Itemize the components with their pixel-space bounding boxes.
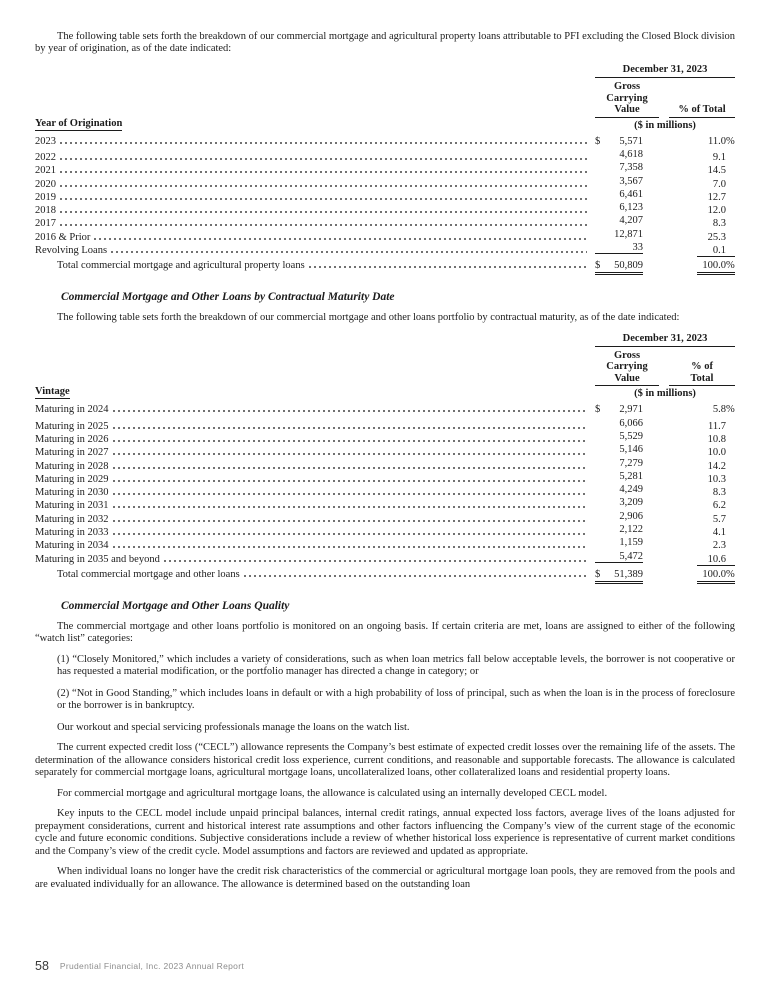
percent-wrap xyxy=(697,136,735,147)
row-label: Maturing in 2035 and beyond xyxy=(35,553,160,565)
row-label: Maturing in 2024 xyxy=(35,404,109,416)
percent-number: 100.0 xyxy=(702,260,726,272)
percent-cell xyxy=(671,179,735,190)
value-wrap xyxy=(595,229,643,240)
percent-number: 2.3 xyxy=(712,540,726,552)
table-row xyxy=(35,404,735,417)
table-row xyxy=(35,418,735,431)
value-number: 2,906 xyxy=(619,510,643,522)
value-number: 33 xyxy=(632,241,643,253)
percent-wrap xyxy=(697,232,735,243)
row-label: Revolving Loans xyxy=(35,244,108,256)
dot-leader xyxy=(113,506,588,508)
value-wrap xyxy=(595,471,643,482)
percent-number: 12.7 xyxy=(707,191,726,203)
percent-wrap xyxy=(697,165,735,176)
percent-number: 8.3 xyxy=(712,218,726,230)
dot-leader xyxy=(94,238,587,240)
row-label: Maturing in 2026 xyxy=(35,434,109,445)
percent-cell xyxy=(671,245,735,257)
percent-number: 4.1 xyxy=(712,527,726,539)
value-cell xyxy=(595,524,643,535)
percent-sign xyxy=(726,447,735,458)
percent-number: 25.3 xyxy=(707,231,726,243)
percent-cell xyxy=(671,136,735,147)
value-number: 1,159 xyxy=(619,537,643,549)
date-column-header: December 31, 2023 xyxy=(595,64,735,78)
percent-number: 12.0 xyxy=(707,205,726,217)
table-row xyxy=(35,136,735,149)
table-row xyxy=(35,444,735,457)
dot-leader xyxy=(113,480,588,482)
percent-number: 5.7 xyxy=(712,513,726,525)
percent-wrap xyxy=(697,152,735,163)
percent-number: 10.6 xyxy=(707,553,726,565)
percent-sign: % xyxy=(726,404,735,416)
table-row xyxy=(35,431,735,444)
row-label: 2020 xyxy=(35,178,56,190)
value-wrap xyxy=(595,497,643,508)
percent-number: 11.0 xyxy=(708,135,726,147)
value-cell xyxy=(595,189,643,200)
column-header-line: Carrying xyxy=(606,361,648,373)
value-wrap xyxy=(595,149,643,160)
percent-cell xyxy=(671,514,735,525)
percent-number: 7.0 xyxy=(712,178,726,190)
percent-sign xyxy=(726,540,735,551)
table-row xyxy=(35,524,735,537)
value-cell xyxy=(595,418,643,429)
paragraph: Our workout and special servicing professionals manage the loans on the watch list. xyxy=(57,721,410,733)
dot-leader xyxy=(60,158,587,160)
value-cell xyxy=(595,136,643,147)
row-label: 2016 & Prior xyxy=(35,231,91,243)
dot-leader xyxy=(164,560,587,562)
page-footer xyxy=(35,959,244,973)
percent-cell xyxy=(671,205,735,216)
currency-sign: $ xyxy=(595,568,601,580)
value-number: 6,461 xyxy=(619,188,643,200)
row-header-label: Year of Origination xyxy=(35,117,123,129)
table-row xyxy=(35,511,735,524)
dot-leader xyxy=(113,493,588,495)
value-cell xyxy=(595,149,643,160)
section-heading-quality: Commercial Mortgage and Other Loans Quality xyxy=(61,599,290,612)
percent-cell xyxy=(671,232,735,243)
percent-sign xyxy=(726,245,735,256)
pct-of-total-header xyxy=(669,104,735,118)
percent-sign xyxy=(726,514,735,525)
row-label: Maturing in 2033 xyxy=(35,527,109,539)
row-label: 2019 xyxy=(35,191,56,203)
percent-cell xyxy=(671,434,735,445)
value-cell xyxy=(595,176,643,187)
percent-cell xyxy=(671,218,735,229)
units-label: ($ in millions) xyxy=(634,119,696,131)
percent-number: 11.7 xyxy=(708,420,726,432)
paragraph: When individual loans no longer have the credit risk characteristics of the commercial or agricultural mortgage loan pools, they are removed from the pools and are evaluated individually for an allowance. The allowance is determined based on the outstanding loan xyxy=(35,866,735,890)
percent-cell xyxy=(671,527,735,538)
row-label: Total commercial mortgage and other loans xyxy=(57,568,240,580)
date-column-header: December 31, 2023 xyxy=(595,333,735,347)
table-row xyxy=(35,458,735,471)
percent-cell xyxy=(671,461,735,472)
origination-table xyxy=(35,64,735,276)
value-wrap xyxy=(595,537,643,548)
value-number: 6,066 xyxy=(619,417,643,429)
dot-leader xyxy=(111,251,587,253)
value-number: 2,971 xyxy=(619,404,643,416)
percent-sign xyxy=(726,165,735,176)
percent-sign xyxy=(726,500,735,511)
value-cell xyxy=(595,260,643,275)
dot-leader xyxy=(113,546,588,548)
percent-cell xyxy=(671,540,735,551)
table-header xyxy=(35,333,735,400)
percent-number: 14.2 xyxy=(707,460,726,472)
value-number: 4,207 xyxy=(619,215,643,227)
row-label: Maturing in 2025 xyxy=(35,420,109,432)
row-label: Maturing in 2028 xyxy=(35,460,109,472)
value-cell xyxy=(595,471,643,482)
value-wrap xyxy=(595,176,643,187)
value-number: 5,571 xyxy=(619,135,643,147)
gross-carrying-value-header xyxy=(595,81,659,118)
percent-sign xyxy=(726,232,735,243)
dot-leader xyxy=(113,427,588,429)
row-label: Maturing in 2030 xyxy=(35,487,109,499)
value-cell xyxy=(595,511,643,522)
pct-of-total-header xyxy=(669,361,735,386)
value-wrap xyxy=(595,242,643,254)
percent-wrap xyxy=(697,179,735,190)
row-header-label: Vintage xyxy=(35,386,70,398)
percent-sign: % xyxy=(726,568,735,580)
column-header-line: Gross xyxy=(613,349,641,361)
percent-cell xyxy=(671,487,735,498)
percent-number: 14.5 xyxy=(707,165,726,177)
value-cell xyxy=(595,444,643,455)
value-number: 5,529 xyxy=(619,431,643,442)
row-label: Maturing in 2027 xyxy=(35,447,109,459)
value-wrap xyxy=(595,162,643,173)
table-row xyxy=(35,471,735,484)
paragraph: The current expected credit loss (“CECL”) allowance represents the Company’s best estimate of expected credit losses over the remaining life of the assets. The determination of the allowance considers historical credit loss experience, current conditions, and reasonable and supportable forecasts. The allowance is calculated separately for commercial mortgage loans, agricultural mortgage loans, uncollateralized loans, other collateralized loans and residential property loans. xyxy=(35,742,735,779)
value-number: 4,618 xyxy=(619,148,643,160)
percent-wrap xyxy=(697,260,735,275)
value-wrap xyxy=(595,444,643,455)
percent-cell xyxy=(671,421,735,432)
dot-leader xyxy=(60,211,587,213)
dot-leader xyxy=(244,575,587,577)
percent-cell xyxy=(671,554,735,566)
paragraph: For commercial mortgage and agricultural mortgage loans, the allowance is calculated using an internally developed CECL model. xyxy=(57,787,608,799)
value-cell xyxy=(595,215,643,226)
table-row xyxy=(35,149,735,162)
dot-leader xyxy=(113,533,588,535)
value-wrap xyxy=(595,136,643,147)
value-wrap xyxy=(595,511,643,522)
report-title: Prudential Financial, Inc. 2023 Annual Report xyxy=(59,961,244,971)
percent-cell xyxy=(671,165,735,176)
value-cell xyxy=(595,497,643,508)
percent-sign: % xyxy=(726,135,735,147)
percent-sign: % xyxy=(726,260,735,272)
value-cell xyxy=(595,202,643,213)
value-number: 50,809 xyxy=(614,260,643,272)
percent-number: 5.8 xyxy=(712,404,726,416)
paragraph-not-in-good-standing: (2) “Not in Good Standing,” which includes loans in default or with a high probability of loss of principal, such as when the loan is in the process of foreclosure or the borrower is in bankruptcy. xyxy=(57,687,735,712)
percent-sign xyxy=(726,434,735,445)
value-wrap xyxy=(595,418,643,429)
value-cell xyxy=(595,569,643,584)
dot-leader xyxy=(113,520,588,522)
table-row xyxy=(35,202,735,215)
percent-sign xyxy=(726,179,735,190)
row-label: Maturing in 2032 xyxy=(35,513,109,525)
table-column-headers xyxy=(595,333,735,400)
table-row xyxy=(35,484,735,497)
percent-number: 9.1 xyxy=(712,151,726,163)
percent-cell xyxy=(671,447,735,458)
value-cell xyxy=(595,162,643,173)
value-wrap xyxy=(595,260,643,275)
table-total-row xyxy=(35,260,735,276)
percent-wrap xyxy=(697,554,735,566)
table-row xyxy=(35,497,735,510)
value-wrap xyxy=(595,189,643,200)
percent-cell xyxy=(671,569,735,584)
paragraph-closely-monitored: (1) “Closely Monitored,” which includes a variety of considerations, such as when loan metrics fall below acceptable levels, the borrower is not cooperative or has requested a material modification, or the portfolio manager has directed a change in category; or xyxy=(57,653,735,678)
paragraph: The commercial mortgage and other loans portfolio is monitored on an ongoing basis. If certain criteria are met, loans are assigned to either of the following “watch list” categories: xyxy=(35,620,735,645)
percent-sign xyxy=(726,461,735,472)
percent-wrap xyxy=(697,421,735,432)
table-row xyxy=(35,537,735,550)
value-number: 6,123 xyxy=(619,202,643,214)
value-number: 51,389 xyxy=(614,568,643,580)
percent-number: 10.0 xyxy=(707,447,726,459)
value-number: 7,358 xyxy=(619,162,643,174)
table-total-row xyxy=(35,569,735,585)
dot-leader xyxy=(60,185,587,187)
row-label: 2017 xyxy=(35,218,56,230)
percent-wrap xyxy=(697,527,735,538)
gross-carrying-value-header xyxy=(595,350,659,387)
percent-cell xyxy=(671,192,735,203)
value-wrap xyxy=(595,524,643,535)
column-header-line: Gross xyxy=(613,80,641,92)
table-body xyxy=(35,404,735,585)
value-wrap xyxy=(595,215,643,226)
percent-wrap xyxy=(697,218,735,229)
dot-leader xyxy=(113,440,588,442)
dot-leader xyxy=(113,453,588,455)
percent-wrap xyxy=(697,245,735,257)
dot-leader xyxy=(309,266,587,268)
percent-sign xyxy=(726,527,735,538)
column-header-line: % of xyxy=(691,361,713,373)
maturity-table xyxy=(35,333,735,585)
value-number: 12,871 xyxy=(614,228,643,240)
percent-cell xyxy=(671,152,735,163)
percent-wrap xyxy=(697,540,735,551)
value-wrap xyxy=(595,404,643,415)
percent-number: 10.3 xyxy=(707,473,726,485)
percent-wrap xyxy=(697,514,735,525)
row-label: Maturing in 2029 xyxy=(35,473,109,485)
table-row xyxy=(35,176,735,189)
currency-sign: $ xyxy=(595,260,601,272)
table-row xyxy=(35,189,735,202)
row-label: 2023 xyxy=(35,135,56,147)
value-wrap xyxy=(595,569,643,584)
percent-number: 0.1 xyxy=(712,244,726,256)
percent-number: 8.3 xyxy=(712,487,726,499)
value-cell xyxy=(595,242,643,254)
value-wrap xyxy=(595,484,643,495)
value-wrap xyxy=(595,431,643,442)
dot-leader xyxy=(113,410,588,412)
value-cell xyxy=(595,229,643,240)
table-column-headers xyxy=(595,64,735,131)
percent-number: 6.2 xyxy=(712,500,726,512)
row-label: Total commercial mortgage and agricultural property loans xyxy=(57,260,305,272)
value-number: 5,281 xyxy=(619,470,643,482)
intro-paragraph: The following table sets forth the breakdown of our commercial mortgage and agricultural property loans attributable to PFI excluding the Closed Block division by year of origination, as of the date indicated: xyxy=(35,31,735,55)
value-number: 4,249 xyxy=(619,484,643,496)
paragraph: Key inputs to the CECL model include unpaid principal balances, internal credit ratings, annual expected loss factors, average lives of the loans adjusted for prepayment considerations, current and historical interest rate assumptions and other factors influencing the Company’s view of the current stage of the economic cycle and future economic conditions. Subjective considerations include a review of whether historical loss experience is representative of current market conditions and the Company’s view of the credit cycle. Model assumptions and factors are reviewed and updated as appropriate. xyxy=(35,808,735,857)
table-row xyxy=(35,551,735,564)
value-cell xyxy=(595,404,643,415)
section-heading-maturity: Commercial Mortgage and Other Loans by Contractual Maturity Date xyxy=(61,291,395,304)
table-row xyxy=(35,215,735,228)
percent-cell xyxy=(671,500,735,511)
row-label: 2018 xyxy=(35,205,56,217)
value-number: 3,209 xyxy=(619,497,643,509)
column-header-line: Carrying xyxy=(606,92,648,104)
percent-sign xyxy=(726,218,735,229)
percent-sign xyxy=(726,474,735,485)
percent-sign xyxy=(726,554,735,565)
units-label: ($ in millions) xyxy=(634,388,696,400)
row-label: 2021 xyxy=(35,165,56,177)
dot-leader xyxy=(60,171,587,173)
row-label: Maturing in 2034 xyxy=(35,540,109,552)
table-row xyxy=(35,162,735,175)
table-body xyxy=(35,136,735,277)
percent-sign xyxy=(726,205,735,216)
value-number: 5,472 xyxy=(619,550,643,562)
percent-wrap xyxy=(697,192,735,203)
column-header-line: Value xyxy=(614,372,640,384)
value-number: 5,146 xyxy=(619,444,643,456)
dot-leader xyxy=(60,142,587,144)
page-number: 58 xyxy=(35,959,49,973)
percent-wrap xyxy=(697,404,735,415)
column-header-line: % of Total xyxy=(678,104,726,116)
value-wrap xyxy=(595,551,643,563)
row-label: 2022 xyxy=(35,151,56,163)
value-cell xyxy=(595,458,643,469)
table-row xyxy=(35,242,735,255)
currency-sign: $ xyxy=(595,135,601,147)
value-wrap xyxy=(595,458,643,469)
dot-leader xyxy=(60,198,587,200)
percent-sign xyxy=(726,421,735,432)
percent-number: 100.0 xyxy=(702,568,726,580)
dot-leader xyxy=(60,224,587,226)
table-header xyxy=(35,64,735,131)
percent-sign xyxy=(726,487,735,498)
percent-sign xyxy=(726,192,735,203)
value-cell xyxy=(595,484,643,495)
percent-cell xyxy=(671,404,735,415)
percent-sign xyxy=(726,152,735,163)
percent-wrap xyxy=(697,569,735,584)
row-label: Maturing in 2031 xyxy=(35,500,109,512)
value-cell xyxy=(595,551,643,563)
percent-wrap xyxy=(697,205,735,216)
dot-leader xyxy=(113,467,588,469)
percent-wrap xyxy=(697,487,735,498)
percent-number: 10.8 xyxy=(707,434,726,445)
value-cell xyxy=(595,431,643,442)
column-header-line: Total xyxy=(690,372,714,384)
percent-wrap xyxy=(697,434,735,445)
table-row xyxy=(35,229,735,242)
percent-cell xyxy=(671,260,735,275)
value-number: 7,279 xyxy=(619,457,643,469)
currency-sign: $ xyxy=(595,404,601,416)
value-number: 3,567 xyxy=(619,175,643,187)
percent-wrap xyxy=(697,461,735,472)
percent-cell xyxy=(671,474,735,485)
column-header-line: Value xyxy=(614,104,640,116)
value-cell xyxy=(595,537,643,548)
value-wrap xyxy=(595,202,643,213)
paragraph: The following table sets forth the breakdown of our commercial mortgage and other loans portfolio by contractual maturity, as of the date indicated: xyxy=(57,312,680,324)
value-number: 2,122 xyxy=(619,524,643,536)
percent-wrap xyxy=(697,500,735,511)
percent-wrap xyxy=(697,474,735,485)
percent-wrap xyxy=(697,447,735,458)
